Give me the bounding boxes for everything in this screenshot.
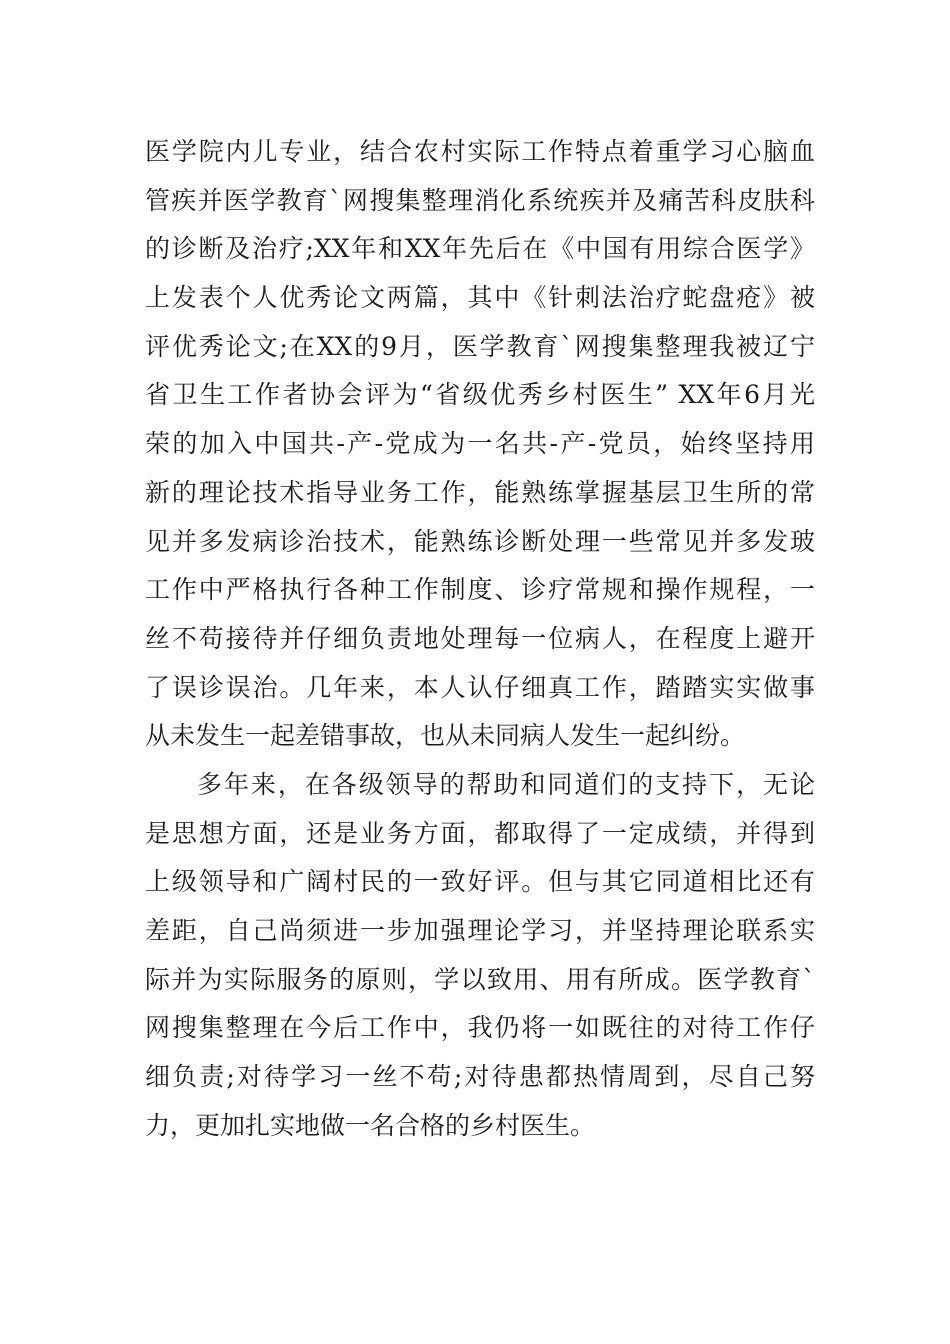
- body-text: [145, 128, 815, 1150]
- text-line: 评优秀论文;在XX的9月，医学教育`网搜集整理我被辽宁: [145, 331, 815, 361]
- text-line: 网搜集整理在今后工作中，我仍将一如既往的对待工作仔: [145, 1013, 815, 1043]
- text-line: 荣的加入中国共-产-党成为一名共-产-党员，始终坚持用: [145, 429, 815, 459]
- text-line: 力，更加扎实地做一名合格的乡村医生。: [145, 1110, 596, 1140]
- text-line: 医学院内儿专业，结合农村实际工作特点着重学习心脑血: [145, 137, 815, 166]
- text-line: 新的理论技术指导业务工作，能熟练掌握基层卫生所的常: [145, 477, 815, 507]
- text-line: 从未发生一起差错事故，也从未同病人发生一起纠纷。: [145, 721, 746, 751]
- text-line: 是思想方面，还是业务方面，都取得了一定成绩，并得到: [145, 818, 815, 848]
- text-line: 管疾并医学教育`网搜集整理消化系统疾并及痛苦科皮肤科: [145, 185, 815, 215]
- text-line: 丝不苟接待并仔细负责地处理每一位病人，在程度上避开: [145, 623, 815, 653]
- paragraph-2: [145, 761, 815, 1151]
- text-line: 的诊断及治疗;XX年和XX年先后在《中国有用综合医学》: [145, 234, 815, 264]
- paragraph-1: [145, 128, 815, 761]
- text-line: 工作中严格执行各种工作制度、诊疗常规和操作规程，一: [145, 575, 815, 605]
- text-line: 多年来，在各级领导的帮助和同道们的支持下，无论: [197, 769, 815, 799]
- text-line: 上级领导和广阔村民的一致好评。但与其它同道相比还有: [145, 867, 815, 897]
- text-line: 差距，自己尚须进一步加强理论学习，并坚持理论联系实: [145, 916, 815, 945]
- text-line: 了误诊误治。几年来，本人认仔细真工作，踏踏实实做事: [145, 672, 815, 702]
- text-line: 见并多发病诊治技术，能熟练诊断处理一些常见并多发玻: [145, 526, 815, 556]
- text-line: 细负责;对待学习一丝不苟;对待患都热情周到，尽自己努: [145, 1062, 815, 1092]
- text-line: 际并为实际服务的原则，学以致用、用有所成。医学教育`: [145, 964, 815, 994]
- text-line: 上发表个人优秀论文两篇，其中《针刺法治疗蛇盘疮》被: [145, 283, 815, 313]
- text-line: 省卫生工作者协会评为“省级优秀乡村医生” XX年6月光: [145, 380, 815, 410]
